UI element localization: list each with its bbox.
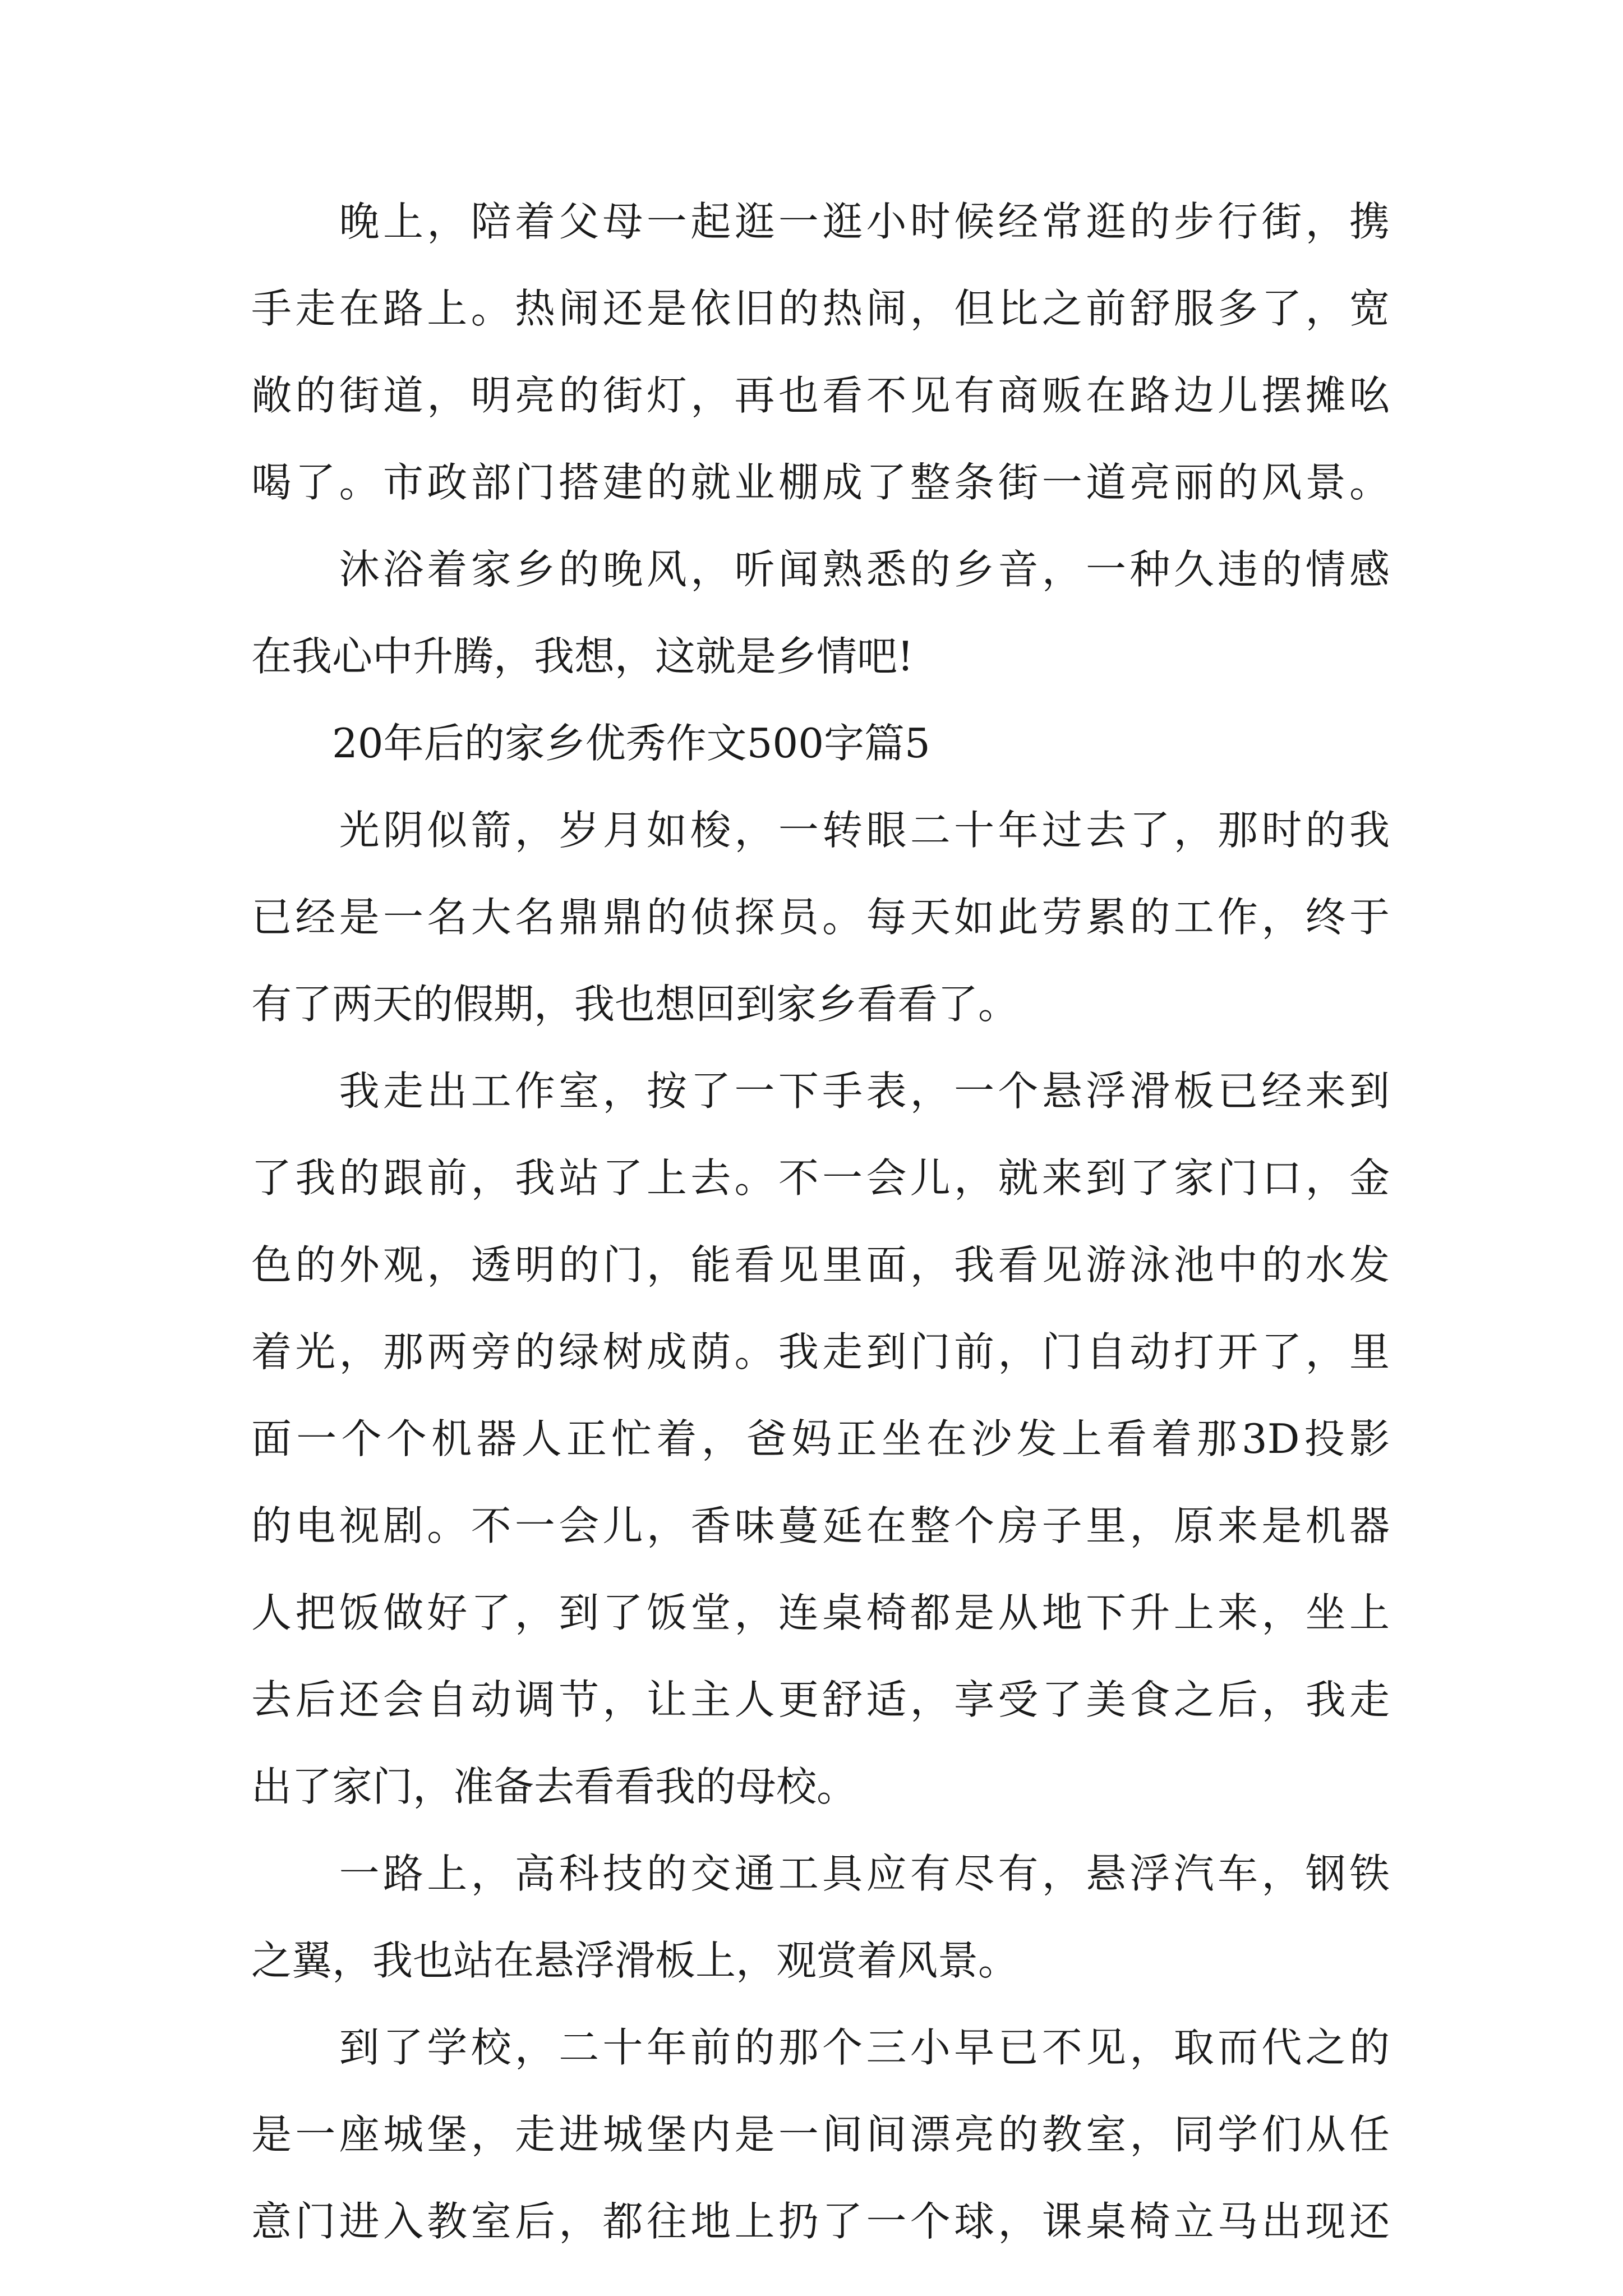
text-line: 的电视剧。不一会儿，香味蔓延在整个房子里，原来是机器 <box>251 1502 1390 1549</box>
text-line: 敞的街道，明亮的街灯，再也看不见有商贩在路边儿摆摊吆 <box>251 372 1390 419</box>
text-line: 晚上，陪着父母一起逛一逛小时候经常逛的步行街，携 <box>251 198 1390 245</box>
text-line: 着光，那两旁的绿树成荫。我走到门前，门自动打开了，里 <box>251 1328 1390 1375</box>
text-line: 我走出工作室，按了一下手表，一个悬浮滑板已经来到 <box>251 1068 1390 1115</box>
text-line: 面一个个机器人正忙着，爸妈正坐在沙发上看着那3D投影 <box>251 1415 1390 1462</box>
text-line: 光阴似箭，岁月如梭，一转眼二十年过去了，那时的我 <box>251 807 1390 854</box>
text-line: 已经是一名大名鼎鼎的侦探员。每天如此劳累的工作，终于 <box>251 894 1390 941</box>
text-line: 色的外观，透明的门，能看见里面，我看见游泳池中的水发 <box>251 1241 1390 1289</box>
text-line: 在我心中升腾，我想，这就是乡情吧! <box>251 633 914 680</box>
section-heading: 20年后的家乡优秀作文500字篇5 <box>251 720 930 767</box>
text-line: 之翼，我也站在悬浮滑板上，观赏着风景。 <box>251 1937 1019 1984</box>
text-line: 人把饭做好了，到了饭堂，连桌椅都是从地下升上来，坐上 <box>251 1589 1390 1636</box>
text-line: 意门进入教室后，都往地上扔了一个球，课桌椅立马出现还 <box>251 2198 1390 2245</box>
text-line: 了我的跟前，我站了上去。不一会儿，就来到了家门口，金 <box>251 1154 1390 1202</box>
text-line: 是一座城堡，走进城堡内是一间间漂亮的教室，同学们从任 <box>251 2111 1390 2158</box>
text-line: 沐浴着家乡的晚风，听闻熟悉的乡音，一种久违的情感 <box>251 546 1390 593</box>
text-line: 到了学校，二十年前的那个三小早已不见，取而代之的 <box>251 2024 1390 2071</box>
text-line: 一路上，高科技的交通工具应有尽有，悬浮汽车，钢铁 <box>251 1850 1390 1897</box>
text-line: 喝了。市政部门搭建的就业棚成了整条街一道亮丽的风景。 <box>251 459 1390 506</box>
text-line: 出了家门，准备去看看我的母校。 <box>251 1763 857 1810</box>
text-line: 手走在路上。热闹还是依旧的热闹，但比之前舒服多了，宽 <box>251 285 1390 332</box>
text-line: 有了两天的假期，我也想回到家乡看看了。 <box>251 981 1019 1028</box>
text-line: 去后还会自动调节，让主人更舒适，享受了美食之后，我走 <box>251 1676 1390 1723</box>
